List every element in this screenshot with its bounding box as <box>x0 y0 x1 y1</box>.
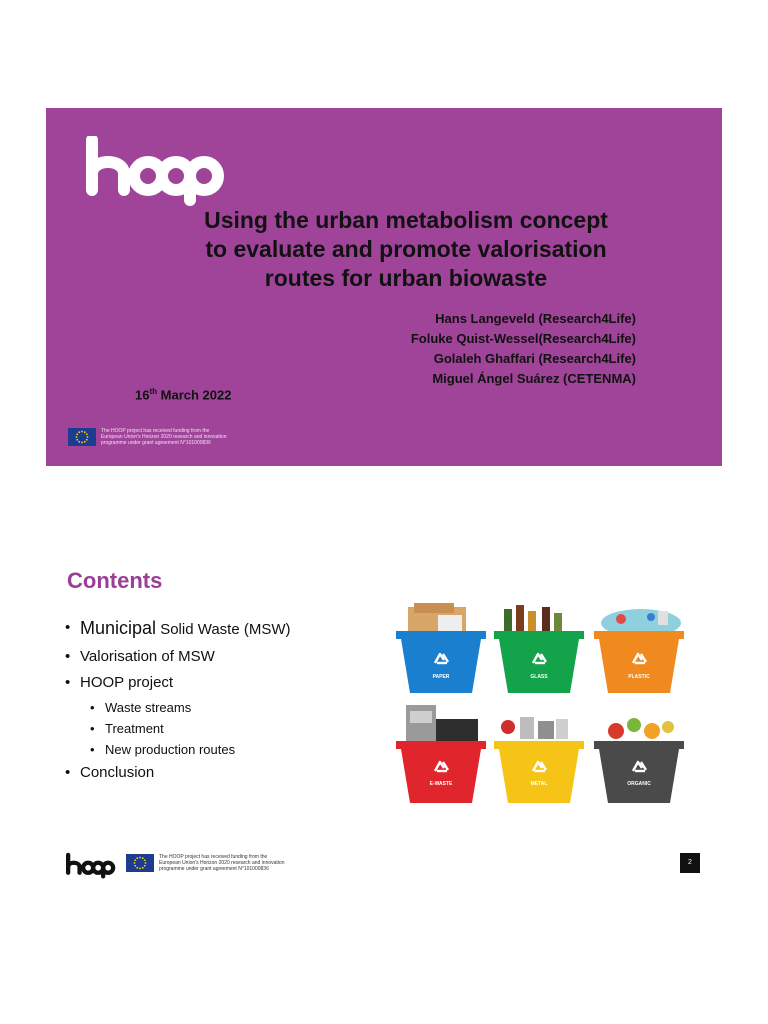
title-line: Using the urban metabolism concept <box>204 207 608 233</box>
recycling-bins-illustration <box>396 601 690 807</box>
organic-contents-icon <box>608 718 674 739</box>
title-line: to evaluate and promote valorisation <box>205 236 607 262</box>
bin-label: E-WASTE <box>429 781 453 787</box>
paper-bin <box>396 631 486 693</box>
glass-bin <box>494 631 584 693</box>
funding-notice <box>68 428 281 446</box>
title-slide <box>46 108 722 466</box>
hoop-logo-icon <box>86 136 226 206</box>
presentation-date: 16th March 2022 <box>135 387 232 403</box>
list-item: • Conclusion <box>65 760 395 787</box>
funding-text: The HOOP project has received funding from the European Union's Horizon 2020 research and innovation programme under grant agreement N°101000836 <box>159 854 285 872</box>
title-line: routes for urban biowaste <box>264 265 548 291</box>
paper-contents-icon <box>408 603 466 633</box>
plastic-bin <box>594 631 684 693</box>
bin-label: GLASS <box>530 674 548 680</box>
contents-title: Contents <box>67 568 163 593</box>
eu-flag-icon <box>68 428 96 446</box>
author: Hans Langeveld (Research4Life) <box>435 311 636 326</box>
ewaste-contents-icon <box>406 705 478 743</box>
contents-list <box>65 615 395 786</box>
page-number: 2 <box>680 853 700 873</box>
ewaste-bin <box>396 741 486 803</box>
author-list <box>411 309 636 389</box>
funding-notice <box>126 854 359 872</box>
contents-slide <box>46 545 722 895</box>
eu-flag-icon <box>126 854 154 872</box>
bin-label: PLASTIC <box>628 674 650 680</box>
author: Golaleh Ghaffari (Research4Life) <box>433 351 636 366</box>
funding-text: The HOOP project has received funding from the European Union's Horizon 2020 research and innovation programme under grant agreement N°101000836 <box>101 428 227 446</box>
bin-label: METAL <box>530 781 548 787</box>
metal-contents-icon <box>501 717 568 739</box>
list-item: • Valorisation of MSW <box>65 644 395 671</box>
sub-list-item: • Treatment <box>90 718 395 739</box>
author: Miguel Ángel Suárez (CETENMA) <box>432 371 636 386</box>
list-item: • HOOP project <box>65 670 395 697</box>
bin-label: PAPER <box>432 674 450 680</box>
sub-list-item: • New production routes <box>90 739 395 760</box>
glass-contents-icon <box>504 605 562 635</box>
author: Foluke Quist-Wessel(Research4Life) <box>410 331 636 346</box>
organic-bin <box>594 741 684 803</box>
bin-label: ORGANIC <box>627 781 651 787</box>
hoop-logo-icon <box>66 851 116 881</box>
sub-list-item: • Waste streams <box>90 697 395 718</box>
metal-bin <box>494 741 584 803</box>
list-item: • Municipal Solid Waste (MSW) <box>65 615 395 644</box>
presentation-title <box>106 206 706 293</box>
